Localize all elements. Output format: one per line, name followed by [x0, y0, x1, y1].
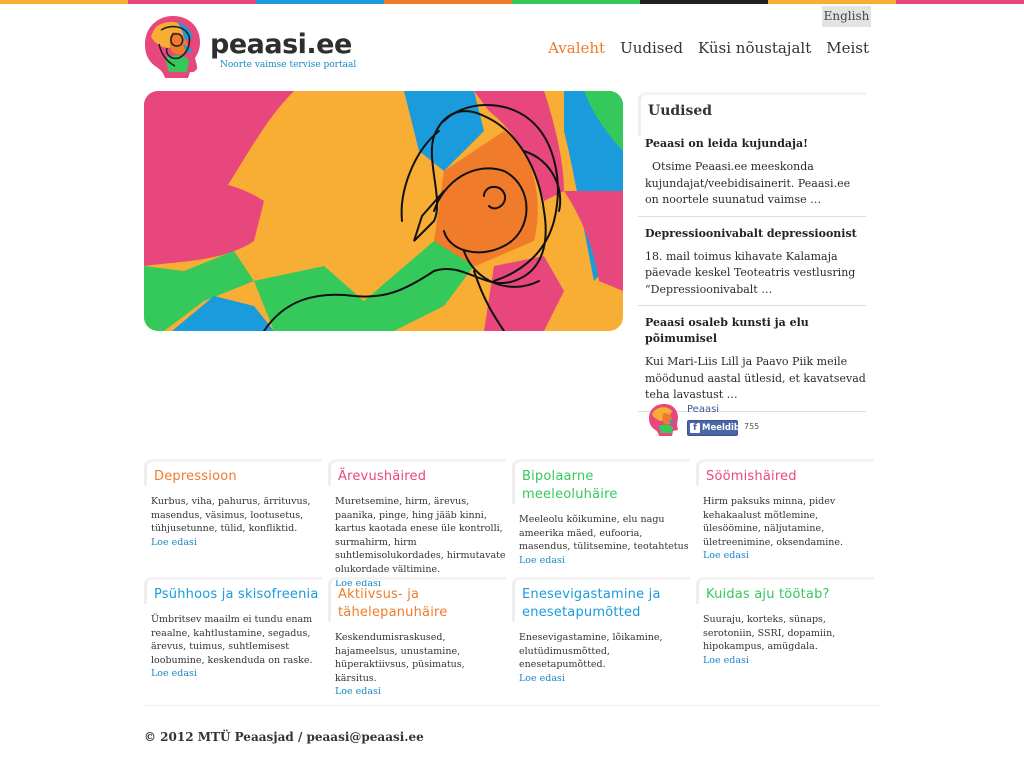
head-logo-icon [143, 14, 203, 80]
read-more-link[interactable]: Loe edasi [519, 554, 565, 566]
like-count: 755 [744, 422, 760, 431]
topic-description: Ümbritsev maailm ei tundu enam reaalne, kahtlustamine, segadus, ärevus, tuimus, suhtlemisest loobumine, keskenduda on raske. [151, 614, 313, 666]
topic-card [328, 577, 506, 699]
news-item [638, 306, 866, 412]
hero-head-art [144, 91, 623, 331]
footer-copyright: © 2012 MTÜ Peaasjad / peaasi@peaasi.ee [144, 730, 424, 744]
topic-title[interactable]: Söömishäired [696, 459, 874, 486]
page-avatar-icon[interactable] [648, 403, 680, 437]
topic-description: Muretsemine, hirm, ärevus, paanika, pinge, hing jääb kinni, kartus kaotada enese üle kontrolli, surmahirm, hirm suhtlemisolukordades, hirmutavate olukordade vältimine. [335, 496, 506, 575]
topic-description: Enesevigastamine, lõikamine, elutüdimusmõtted, enesetapumõtted. [519, 632, 663, 671]
news-item [638, 136, 866, 217]
top-color-stripe [0, 0, 1024, 4]
news-item-excerpt: Otsime Peaasi.ee meeskonda kujundajat/veebidisainerit. Peaasi.ee on noortele suunatud vaimse … [645, 160, 854, 206]
nav-avaleht[interactable]: Avaleht [548, 39, 606, 57]
topic-title[interactable]: Depressioon [144, 459, 322, 486]
news-item-title[interactable]: Peaasi on leida kujundaja! [645, 137, 808, 150]
topic-description: Hirm paksuks minna, pidev kehakaalust mõtlemine, ülesöömine, näljutamine, ületreenimine, oksendamine. [703, 496, 844, 548]
nav-kusi-noustajalt[interactable]: Küsi nõustajalt [697, 39, 812, 57]
news-item-title[interactable]: Peaasi osaleb kunsti ja elu põimumisel [645, 316, 809, 345]
nav-uudised[interactable]: Uudised [620, 39, 683, 57]
topic-description: Keskendumisraskused, hajameelsus, unustamine, hüperaktiivsus, püsimatus, kärsitus. [335, 632, 465, 684]
news-item-title[interactable]: Depressioonivabalt depressioonist [645, 226, 857, 240]
topic-card [512, 577, 690, 685]
topic-title[interactable]: Psühhoos ja skisofreenia [144, 577, 322, 604]
logo-tagline: Noorte vaimse tervise portaal [220, 60, 357, 70]
facebook-page-name[interactable]: Peaasi [687, 404, 720, 415]
facebook-icon: f [690, 423, 700, 433]
topic-card [144, 459, 322, 549]
read-more-link[interactable]: Loe edasi [703, 654, 749, 666]
topic-description: Suuraju, korteks, sünaps, serotoniin, SSRI, dopamiin, hipokampus, amügdala. [703, 614, 836, 653]
footer-divider [144, 705, 880, 706]
news-heading: Uudised [638, 92, 866, 136]
topic-card [696, 577, 874, 667]
hero-illustration [144, 91, 623, 331]
news-item [638, 217, 866, 307]
language-switch-button[interactable]: English [822, 6, 871, 27]
read-more-link[interactable]: Loe edasi [151, 536, 197, 548]
topic-description: Kurbus, viha, pahurus, ärrituvus, masendus, väsimus, lootusetus, tühjusetunne, tülid, konfliktid. [151, 496, 311, 535]
topic-title[interactable]: Bipolaarne meeleoluhäire [512, 459, 690, 504]
read-more-link[interactable]: Loe edasi [519, 672, 565, 684]
topic-title[interactable]: Aktiivsus- ja tähelepanuhäire [328, 577, 506, 622]
site-logo[interactable] [143, 14, 363, 80]
topic-title[interactable]: Ärevushäired [328, 459, 506, 486]
read-more-link[interactable]: Loe edasi [703, 550, 749, 562]
read-more-link[interactable]: Loe edasi [151, 668, 197, 680]
topic-description: Meeleolu kõikumine, elu nagu ameerika mäed, eufooria, masendus, tülitsemine, teotahtetus [519, 514, 689, 553]
news-item-excerpt: Kui Mari-Liis Lill ja Paavo Piik meile möödunud aastal ütlesid, et kavatsevad teha lavastust … [645, 355, 866, 401]
news-item-excerpt: 18. mail toimus kihavate Kalamaja päevade keskel Teoteatris vestlusring “Depressioonivabalt … [645, 249, 856, 296]
topic-title[interactable]: Kuidas aju töötab? [696, 577, 874, 604]
nav-meist[interactable]: Meist [826, 39, 869, 57]
read-more-link[interactable]: Loe edasi [335, 686, 381, 698]
topic-title[interactable]: Enesevigastamine ja enesetapumõtted [512, 577, 690, 622]
topic-card [328, 459, 506, 590]
topic-card [696, 459, 874, 563]
news-sidebar [638, 92, 866, 412]
like-label: Meeldib [702, 423, 740, 433]
logo-wordmark: peaasi.ee [210, 29, 352, 60]
main-nav [548, 39, 869, 57]
facebook-like-button[interactable] [687, 420, 738, 436]
read-more-link[interactable]: Loe edasi [335, 577, 381, 589]
topic-card [144, 577, 322, 681]
topic-card [512, 459, 690, 567]
